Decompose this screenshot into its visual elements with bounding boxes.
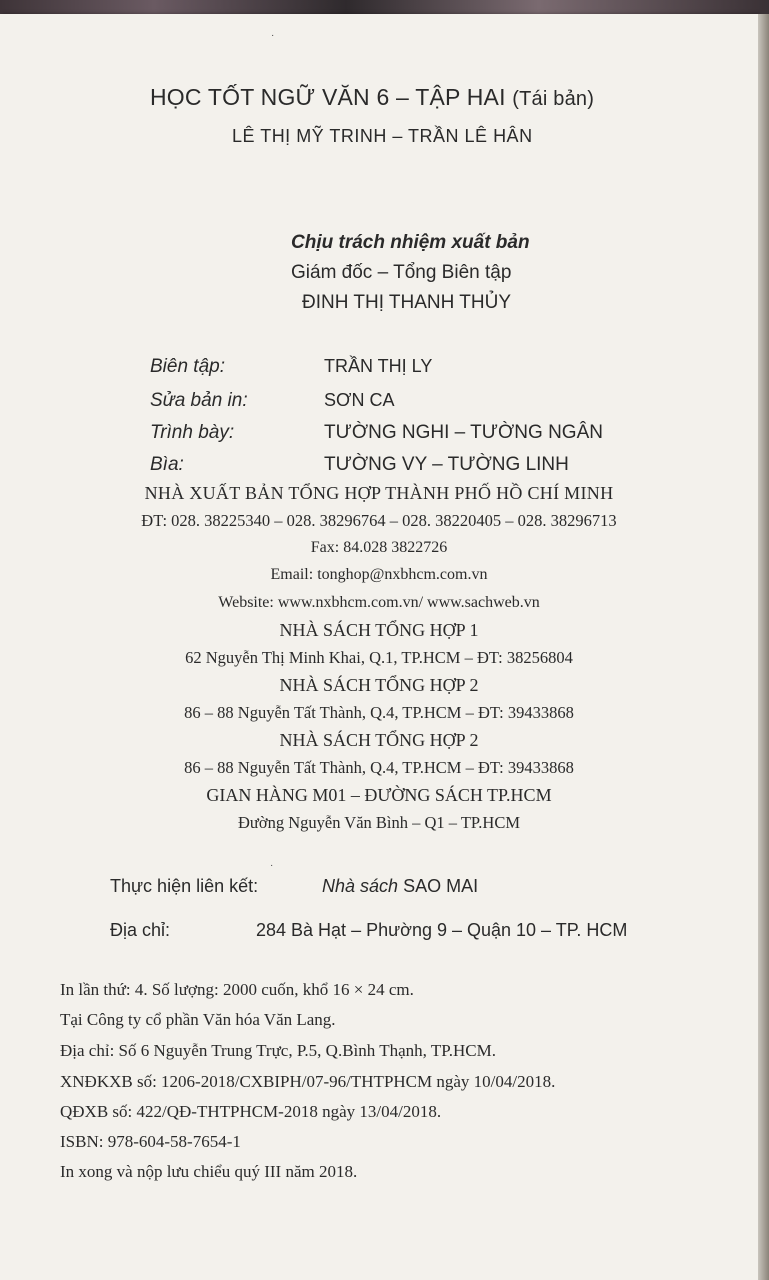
- credit-value: TƯỜNG NGHI – TƯỜNG NGÂN: [324, 422, 603, 443]
- publisher-website: Website: www.nxbhcm.com.vn/ www.sachweb.vn: [218, 594, 540, 611]
- colophon-line: In xong và nộp lưu chiểu quý III năm 2018.: [60, 1162, 358, 1181]
- book-title: [150, 84, 594, 111]
- credit-value: SƠN CA: [324, 390, 395, 410]
- colophon-line: Địa chỉ: Số 6 Nguyễn Trung Trực, P.5, Q.Bình Thạnh, TP.HCM.: [60, 1041, 497, 1060]
- publisher-name: NHÀ XUẤT BẢN TỔNG HỢP THÀNH PHỐ HỒ CHÍ MINH: [144, 483, 614, 503]
- responsibility-heading: Chịu trách nhiệm xuất bản: [291, 232, 530, 253]
- store-address: 62 Nguyễn Thị Minh Khai, Q.1, TP.HCM – ĐT: 38256804: [185, 648, 573, 667]
- credit-label: Sửa bản in:: [150, 390, 248, 411]
- partner-prefix: Nhà sách: [322, 876, 399, 896]
- publisher-email: Email: tonghop@nxbhcm.com.vn: [270, 566, 488, 583]
- partner-address-label: Địa chỉ:: [110, 920, 171, 940]
- colophon-line: ISBN: 978-604-58-7654-1: [60, 1132, 241, 1151]
- store-name: NHÀ SÁCH TỔNG HỢP 1: [279, 620, 479, 640]
- colophon-line: Tại Công ty cổ phần Văn hóa Văn Lang.: [60, 1010, 336, 1029]
- responsibility-name: ĐINH THỊ THANH THỦY: [302, 292, 512, 313]
- book-title-main: HỌC TỐT NGỮ VĂN 6 – TẬP HAI: [150, 84, 506, 110]
- publisher-fax: Fax: 84.028 3822726: [310, 539, 448, 556]
- store-name: GIAN HÀNG M01 – ĐƯỜNG SÁCH TP.HCM: [206, 785, 552, 805]
- partner-name: [322, 876, 478, 897]
- credit-value: TƯỜNG VY – TƯỜNG LINH: [324, 454, 569, 475]
- store-name: NHÀ SÁCH TỔNG HỢP 2: [279, 675, 479, 695]
- partner-label: Thực hiện liên kết:: [110, 876, 259, 896]
- colophon-line: QĐXB số: 422/QĐ-THTPHCM-2018 ngày 13/04/2018.: [60, 1102, 442, 1121]
- store-address: 86 – 88 Nguyễn Tất Thành, Q.4, TP.HCM – ĐT: 39433868: [184, 758, 574, 777]
- print-speck: ·: [271, 30, 275, 41]
- credit-label: Biên tập:: [150, 356, 225, 377]
- book-authors: LÊ THỊ MỸ TRINH – TRẦN LÊ HÂN: [232, 126, 533, 146]
- partner-name-value: SAO MAI: [403, 876, 479, 896]
- credit-label: Trình bày:: [150, 422, 235, 443]
- page-edge-shadow: [758, 14, 769, 1280]
- credit-value: TRẦN THỊ LY: [324, 356, 433, 376]
- partner-address: 284 Bà Hạt – Phường 9 – Quận 10 – TP. HCM: [256, 920, 628, 940]
- publisher-phones: ĐT: 028. 38225340 – 028. 38296764 – 028. 38220405 – 028. 38296713: [141, 511, 617, 530]
- responsibility-role: Giám đốc – Tổng Biên tập: [291, 262, 512, 283]
- colophon-line: XNĐKXB số: 1206-2018/CXBIPH/07-96/THTPHCM ngày 10/04/2018.: [60, 1072, 556, 1091]
- page-sheet: [0, 14, 758, 1280]
- print-speck: ·: [270, 860, 274, 871]
- colophon-line: In lần thứ: 4. Số lượng: 2000 cuốn, khổ 16 × 24 cm.: [60, 980, 414, 999]
- book-title-edition: (Tái bản): [512, 88, 595, 110]
- store-name: NHÀ SÁCH TỔNG HỢP 2: [279, 730, 479, 750]
- credit-label: Bìa:: [150, 454, 184, 475]
- store-address: Đường Nguyễn Văn Bình – Q1 – TP.HCM: [238, 813, 520, 832]
- store-address: 86 – 88 Nguyễn Tất Thành, Q.4, TP.HCM – ĐT: 39433868: [184, 703, 574, 722]
